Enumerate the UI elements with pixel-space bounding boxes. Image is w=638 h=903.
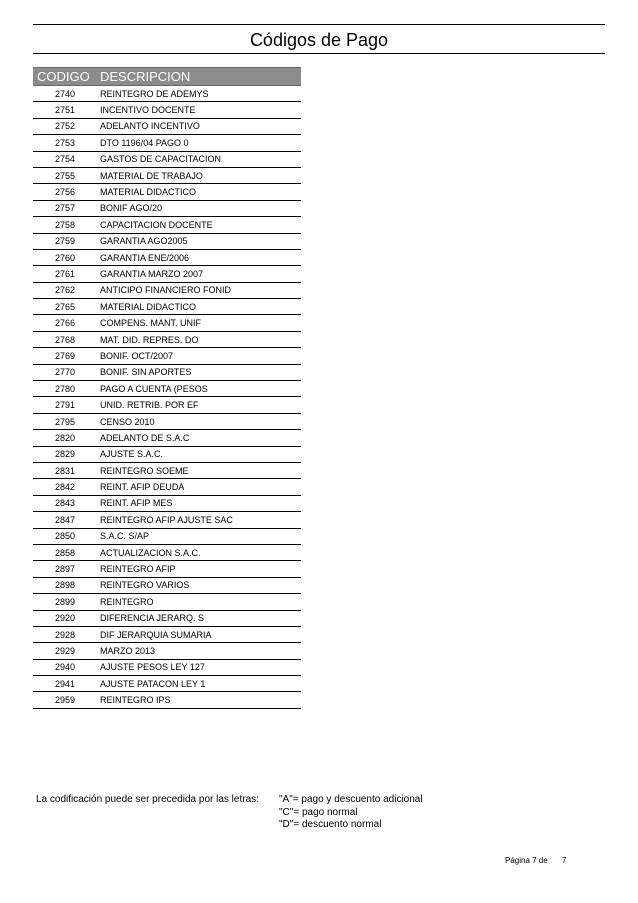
- row-description: S.A.C. S/AP: [99, 528, 301, 544]
- row-code: 2766: [33, 315, 99, 331]
- table-row: [33, 659, 301, 675]
- row-description: REINTEGRO: [99, 594, 301, 610]
- row-code: 2752: [33, 118, 99, 134]
- row-code: 2920: [33, 610, 99, 626]
- table-row: [33, 266, 301, 282]
- page-number-label: Página 7 de: [505, 856, 548, 865]
- row-code: 2770: [33, 364, 99, 380]
- row-description: ADELANTO INCENTIVO: [99, 118, 301, 134]
- table-row: [33, 692, 301, 708]
- table-row: [33, 118, 301, 134]
- row-code: 2761: [33, 266, 99, 282]
- row-code: 2765: [33, 299, 99, 315]
- page-total: 7: [562, 856, 567, 865]
- table-row: [33, 249, 301, 265]
- row-code: 2768: [33, 331, 99, 347]
- table-row: [33, 512, 301, 528]
- codes-table: [33, 67, 301, 709]
- row-description: DIFERENCIA JERARQ. S: [99, 610, 301, 626]
- row-code: 2759: [33, 233, 99, 249]
- note-lead: La codificación puede ser precedida por las letras:: [36, 794, 259, 805]
- row-description: AJUSTE PESOS LEY 127: [99, 659, 301, 675]
- row-description: AJUSTE PATACON LEY 1: [99, 676, 301, 692]
- table-row: [33, 643, 301, 659]
- row-description: REINTEGRO AFIP AJUSTE SAC: [99, 512, 301, 528]
- row-description: PAGO A CUENTA (PESOS: [99, 381, 301, 397]
- table-row: [33, 561, 301, 577]
- row-code: 2843: [33, 495, 99, 511]
- table-row: [33, 135, 301, 151]
- row-description: CAPACITACION DOCENTE: [99, 217, 301, 233]
- row-code: 2753: [33, 135, 99, 151]
- row-code: 2897: [33, 561, 99, 577]
- row-description: AJUSTE S.A.C.: [99, 446, 301, 462]
- row-code: 2758: [33, 217, 99, 233]
- table-row: [33, 446, 301, 462]
- row-code: 2941: [33, 676, 99, 692]
- row-code: 2959: [33, 692, 99, 708]
- row-description: INCENTIVO DOCENTE: [99, 102, 301, 118]
- row-description: MARZO 2013: [99, 643, 301, 659]
- row-code: 2757: [33, 200, 99, 216]
- table-body: [33, 86, 301, 709]
- row-code: 2847: [33, 512, 99, 528]
- row-code: 2740: [33, 86, 99, 102]
- row-code: 2791: [33, 397, 99, 413]
- row-description: ACTUALIZACION S.A.C.: [99, 544, 301, 560]
- row-description: CENSO 2010: [99, 413, 301, 429]
- header-code: CODIGO: [33, 68, 99, 86]
- row-code: 2831: [33, 462, 99, 478]
- row-description: GARANTIA MARZO 2007: [99, 266, 301, 282]
- row-code: 2762: [33, 282, 99, 298]
- row-description: BONIF. SIN APORTES: [99, 364, 301, 380]
- row-code: 2756: [33, 184, 99, 200]
- row-description: DTO 1196/04 PAGO 0: [99, 135, 301, 151]
- row-description: GARANTIA AGO2005: [99, 233, 301, 249]
- table-row: [33, 364, 301, 380]
- table-row: [33, 413, 301, 429]
- row-description: REINT. AFIP MES: [99, 495, 301, 511]
- table-row: [33, 544, 301, 560]
- table-row: [33, 528, 301, 544]
- row-code: 2780: [33, 381, 99, 397]
- row-description: REINTEGRO DE ADEMYS: [99, 86, 301, 102]
- table-header: [33, 68, 301, 86]
- table-row: [33, 348, 301, 364]
- table-row: [33, 381, 301, 397]
- row-code: 2760: [33, 249, 99, 265]
- table-row: [33, 397, 301, 413]
- table-row: [33, 610, 301, 626]
- row-description: UNID. RETRIB. POR EF: [99, 397, 301, 413]
- row-code: 2899: [33, 594, 99, 610]
- row-description: REINTEGRO SOEME: [99, 462, 301, 478]
- header-description: DESCRIPCION: [99, 68, 301, 86]
- table-row: [33, 102, 301, 118]
- row-description: DIF JERARQUIA SUMARIA: [99, 626, 301, 642]
- table-row: [33, 495, 301, 511]
- table-row: [33, 479, 301, 495]
- table-row: [33, 217, 301, 233]
- table-row: [33, 626, 301, 642]
- table-row: [33, 282, 301, 298]
- row-description: BONIF. OCT/2007: [99, 348, 301, 364]
- row-code: 2795: [33, 413, 99, 429]
- row-description: MATERIAL DE TRABAJO: [99, 167, 301, 183]
- row-description: ADELANTO DE S.A.C: [99, 430, 301, 446]
- table-row: [33, 594, 301, 610]
- row-code: 2928: [33, 626, 99, 642]
- table-row: [33, 315, 301, 331]
- table-row: [33, 331, 301, 347]
- row-code: 2754: [33, 151, 99, 167]
- table-row: [33, 167, 301, 183]
- row-description: GASTOS DE CAPACITACION: [99, 151, 301, 167]
- row-code: 2858: [33, 544, 99, 560]
- table-row: [33, 200, 301, 216]
- header-row: [33, 68, 301, 86]
- row-code: 2751: [33, 102, 99, 118]
- row-code: 2898: [33, 577, 99, 593]
- row-description: REINTEGRO IPS: [99, 692, 301, 708]
- table-row: [33, 430, 301, 446]
- table-row: [33, 184, 301, 200]
- row-description: MAT. DID. REPRES. DO: [99, 331, 301, 347]
- row-code: 2850: [33, 528, 99, 544]
- row-description: COMPENS. MANT. UNIF: [99, 315, 301, 331]
- row-code: 2820: [33, 430, 99, 446]
- row-code: 2940: [33, 659, 99, 675]
- row-code: 2755: [33, 167, 99, 183]
- row-code: 2829: [33, 446, 99, 462]
- row-description: GARANTIA ENE/2006: [99, 249, 301, 265]
- row-code: 2769: [33, 348, 99, 364]
- table-row: [33, 676, 301, 692]
- row-code: 2842: [33, 479, 99, 495]
- note-item-c: "C"= pago normal: [279, 806, 358, 818]
- table-row: [33, 462, 301, 478]
- row-description: BONIF AGO/20: [99, 200, 301, 216]
- row-description: REINTEGRO VARIOS: [99, 577, 301, 593]
- table-row: [33, 151, 301, 167]
- row-code: 2929: [33, 643, 99, 659]
- table-row: [33, 577, 301, 593]
- row-description: ANTICIPO FINANCIERO FONID: [99, 282, 301, 298]
- row-description: REINTEGRO AFIP: [99, 561, 301, 577]
- note-item-a: "A"= pago y descuento adicional: [279, 794, 423, 805]
- row-description: REINT. AFIP DEUDA: [99, 479, 301, 495]
- table-row: [33, 299, 301, 315]
- title-bar: [33, 24, 605, 54]
- note-list: [279, 794, 423, 832]
- row-description: MATERIAL DIDACTICO: [99, 299, 301, 315]
- note-item-d: "D"= descuento normal: [279, 819, 382, 830]
- table-row: [33, 233, 301, 249]
- page-title: Códigos de Pago: [249, 30, 389, 50]
- row-description: MATERIAL DIDACTICO: [99, 184, 301, 200]
- table-row: [33, 86, 301, 102]
